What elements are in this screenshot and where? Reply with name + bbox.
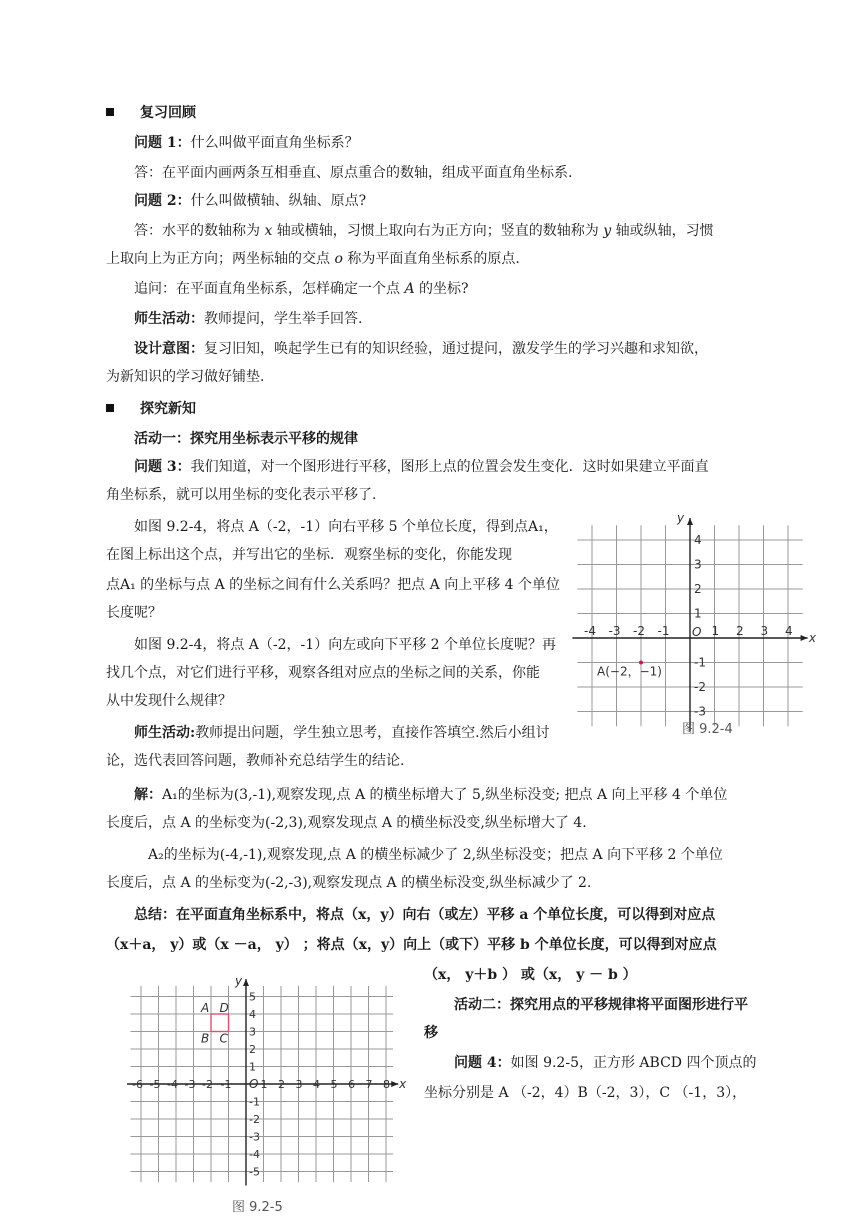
y-tick-label: -5 (249, 1165, 260, 1179)
summary-line2: （x＋a， y）或（x －a， y） ；将点（x，y）向上（或下）平移 b 个单位长度，可以得到对应点 (106, 937, 717, 953)
y-tick-label: 2 (694, 582, 702, 596)
explore-heading: 探究新知 (106, 400, 196, 418)
para-2-line1: 如图 9.2-4，将点 A（-2，-1）向左或向下平移 2 个单位长度呢？再 (134, 637, 556, 653)
y-tick-label: 4 (694, 533, 702, 547)
solution-line1: 解：A₁的坐标为(3,-1),观察发现,点 A 的横坐标增大了 5,纵坐标没变; 把点 A 向上平移 4 个单位 (134, 787, 728, 803)
y-tick-label: 4 (249, 1008, 256, 1021)
solution-line2: 长度后，点 A 的坐标变为(-2,3),观察发现点 A 的横坐标没变,纵坐标增大了 4. (106, 815, 587, 831)
figure-2-caption: 图 9.2-5 (232, 1200, 283, 1215)
answer-2-line1: 答：水平的数轴称为 x 轴或横轴，习惯上取向右为正方向；竖直的数轴称为 y 轴或纵轴，习惯 (134, 223, 714, 239)
x-tick-label: -1 (657, 624, 670, 638)
x-tick-label: 2 (736, 624, 744, 638)
summary-line1: 总结：在平面直角坐标系中，将点（x，y）向右（或左）平移 a 个单位长度，可以得到对应点 (134, 907, 716, 923)
activity-2-title-line2: 移 (424, 1025, 438, 1041)
x-tick-label: 8 (383, 1078, 390, 1091)
bullet-square-icon (106, 404, 114, 412)
activity-1-title: 活动一：探究用坐标表示平移的规律 (134, 431, 358, 447)
origin-label: O (692, 625, 702, 639)
point-a-label: A(−2，−1) (597, 664, 662, 679)
figure-9-2-4 (584, 510, 816, 738)
para-1-line4: 长度呢？ (106, 605, 162, 621)
para-1-line2: 在图上标出这个点，并写出它的坐标．观察坐标的变化，你能发现 (106, 547, 512, 563)
y-tick-label: 3 (694, 557, 702, 572)
para-1-line3: 点A₁ 的坐标与点 A 的坐标之间有什么关系吗？把点 A 向上平移 4 个单位 (106, 577, 561, 593)
origin-label: O (249, 1077, 259, 1091)
para-2-line3: 从中发现什么规律？ (106, 693, 232, 709)
activity-2-title-line1: 活动二：探究用点的平移规律将平面图形进行平 (454, 997, 748, 1013)
followup-question: 追问：在平面直角坐标系，怎样确定一个点 A 的坐标? (134, 281, 469, 297)
answer-2-line2: 上取向上为正方向；两坐标轴的交点 o 称为平面直角坐标系的原点. (106, 251, 520, 267)
y-tick-label: 2 (249, 1043, 256, 1056)
review-heading: 复习回顾 (106, 104, 196, 122)
question-2: 问题 2：什么叫做横轴、纵轴、原点? (134, 193, 367, 209)
x-tick-label: 5 (330, 1078, 338, 1091)
answer-1: 答：在平面内画两条互相垂直、原点重合的数轴，组成平面直角坐标系. (134, 165, 573, 181)
x-axis-label: x (808, 631, 816, 645)
x-tick-label: -1 (220, 1078, 232, 1091)
y-tick-label: -1 (694, 655, 706, 670)
para-2-line2: 找几个点，对它们进行平移，观察各组对应点的坐标之间的关系，你能 (106, 665, 540, 681)
question-3-line1: 问题 3：我们知道，对一个图形进行平移，图形上点的位置会发生变化．这时如果建立平面直 (134, 459, 709, 475)
x-tick-label: -4 (584, 624, 596, 638)
x-tick-label: 1 (711, 624, 720, 638)
y-tick-label: -2 (694, 680, 706, 694)
question-4-line1: 问题 4：如图 9.2-5，正方形 ABCD 四个顶点的 (454, 1055, 757, 1071)
x-tick-label: 2 (278, 1078, 285, 1091)
vertex-a-label: A (201, 1001, 210, 1015)
y-tick-label: -3 (249, 1130, 260, 1144)
x-tick-label: 3 (295, 1078, 303, 1091)
activity-line2: 论，选代表回答问题，教师补充总结学生的结论. (106, 753, 405, 769)
x-tick-label: -3 (184, 1078, 196, 1091)
x-tick-label: -2 (633, 624, 645, 638)
y-axis-label: y (677, 510, 685, 525)
x-tick-label: 4 (313, 1078, 320, 1091)
design-intent-line2: 为新知识的学习做好铺垫. (106, 369, 265, 385)
y-tick-label: 3 (249, 1025, 256, 1039)
y-tick-label: -4 (249, 1148, 260, 1161)
figure-2-background (124, 966, 410, 1182)
solution-line3: A₂的坐标为(-4,-1),观察发现,点 A 的横坐标减少了 2,纵坐标没变；把点 A 向下平移 2 个单位 (148, 847, 723, 863)
x-tick-label: -5 (149, 1078, 161, 1091)
y-tick-label: 1 (694, 606, 702, 621)
x-tick-label: 3 (760, 624, 769, 638)
x-tick-label: -3 (608, 624, 621, 638)
x-tick-label: 7 (365, 1078, 373, 1091)
x-tick-label: 4 (785, 624, 793, 638)
design-intent-line1: 设计意图：复习旧知，唤起学生已有的知识经验，通过提问，激发学生的学习兴趣和求知欲， (134, 341, 708, 357)
question-3-line2: 角坐标系，就可以用坐标的变化表示平移了. (106, 487, 377, 503)
vertex-d-label: D (219, 1001, 229, 1015)
y-axis-label: y (235, 974, 243, 988)
vertex-c-label: C (219, 1031, 228, 1046)
y-tick-label: 1 (249, 1060, 256, 1074)
figure-9-2-5 (124, 966, 410, 1182)
x-tick-label: 1 (260, 1078, 268, 1091)
bullet-square-icon (106, 108, 114, 116)
y-tick-label: -3 (694, 704, 706, 719)
question-1: 问题 1：什么叫做平面直角坐标系？ (134, 135, 359, 151)
x-axis-label: x (399, 1077, 407, 1091)
summary-line3: （x， y＋b ） 或（x， y － b ） (424, 967, 637, 983)
x-tick-label: -2 (202, 1078, 213, 1091)
activity-line1: 师生活动:教师提出问题，学生独立思考，直接作答填空.然后小组讨 (134, 725, 550, 741)
question-4-line2: 坐标分别是 A （-2，4）B（-2，3），C （-1，3）， (424, 1085, 747, 1101)
para-1-line1: 如图 9.2-4，将点 A（-2，-1）向右平移 5 个单位长度，得到点A₁， (134, 519, 558, 535)
y-tick-label: 5 (249, 990, 256, 1004)
solution-line4: 长度后，点 A 的坐标变为(-2,-3),观察发现点 A 的横坐标没变,纵坐标减少了 2. (106, 875, 592, 891)
vertex-b-label: B (201, 1031, 210, 1046)
y-tick-label: -2 (249, 1113, 260, 1126)
figure-1-caption: 图 9.2-4 (682, 722, 733, 737)
teacher-student-activity: 师生活动：教师提问，学生举手回答. (134, 311, 363, 327)
x-tick-label: 6 (348, 1078, 355, 1091)
x-tick-label: -6 (132, 1078, 143, 1091)
x-tick-label: -4 (167, 1078, 178, 1091)
y-tick-label: -1 (249, 1095, 260, 1109)
